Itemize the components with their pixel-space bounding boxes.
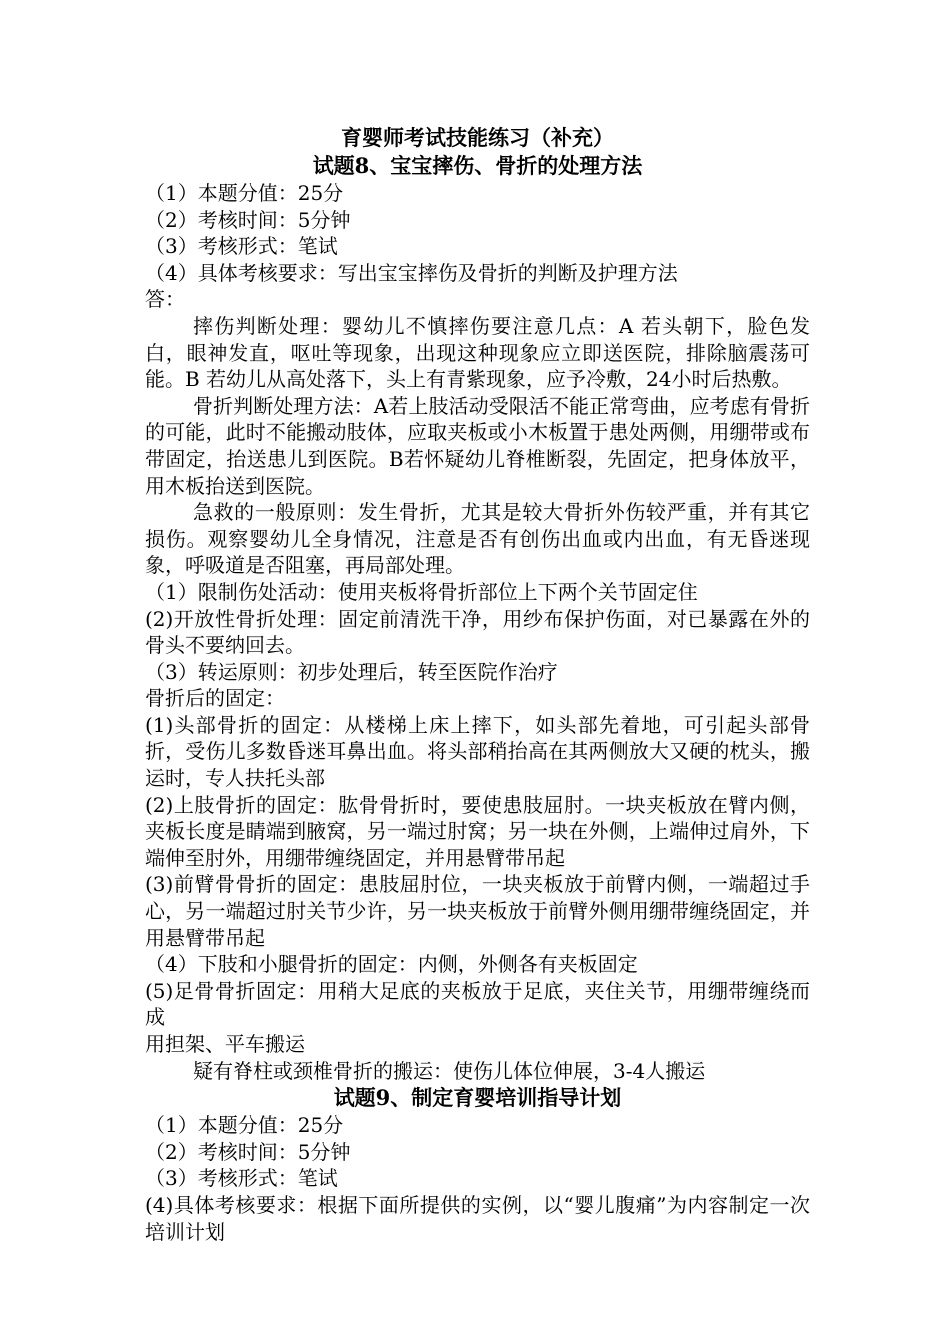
answer-label: 答： [145,287,185,312]
head-fracture-paragraph: (1)头部骨折的固定：从楼梯上床上摔下，如头部先着地，可引起头部骨折，受伤儿多数昏迷耳鼻出血。将头部稍抬高在其两侧放大又硬的枕头，搬运时，专人扶托头部 [145,712,810,791]
transfer-principle-paragraph: （3）转运原则：初步处理后，转至医院作治疗 [145,659,558,684]
document-body [145,124,810,1245]
lower-limb-fracture-paragraph: （4）下肢和小腿骨折的固定：内侧，外侧各有夹板固定 [145,952,638,977]
foot-fracture-paragraph: (5)足骨骨折固定：用稍大足底的夹板放于足底，夹住关节，用绷带缠绕而成 [145,978,810,1030]
document-title: 育婴师考试技能练习（补充） [341,125,614,150]
upper-limb-fracture-paragraph: (2)上肢骨折的固定：肱骨骨折时，要使患肢屈肘。一块夹板放在臂内侧，夹板长度是睛端到腋窝，另一端过肘窝；另一块在外侧，上端伸过肩外，下端伸至肘外，用绷带缠绕固定，并用悬臂带吊起 [145,792,810,870]
q9-item-format: （3）考核形式：笔试 [145,1166,338,1191]
q8-item-requirement: （4）具体考核要求：写出宝宝摔伤及骨折的判断及护理方法 [145,260,678,285]
stretcher-paragraph: 用担架、平车搬运 [145,1032,305,1056]
fracture-judgement-paragraph: 骨折判断处理方法：A若上肢活动受限活不能正常弯曲，应考虑有骨折的可能，此时不能搬动肢体，应取夹板或小木板置于患处两侧，用绷带或布带固定，抬送患儿到医院。B若怀疑幼儿脊椎断裂，先固定，把身体放平，用木板抬送到医院。 [145,393,810,498]
spine-transport-paragraph: 疑有脊柱或颈椎骨折的搬运：使伤儿体位伸展，3-4人搬运 [193,1058,706,1083]
q8-item-score: （1）本题分值：25分 [145,181,344,205]
forearm-fracture-paragraph: (3)前臂骨骨折的固定：患肢屈肘位，一块夹板放于前臂内侧，一端超过手心，另一端超过肘关节少许，另一块夹板放于前臂外侧用绷带缠绕固定，并用悬臂带吊起 [145,872,810,950]
limit-movement-paragraph: （1）限制伤处活动：使用夹板将骨折部位上下两个关节固定住 [145,579,698,604]
q9-item-time: （2）考核时间：5分钟 [145,1139,351,1164]
q8-item-time: （2）考核时间：5分钟 [145,207,351,232]
fixation-heading: 骨折后的固定： [145,686,285,711]
question-9-heading: 试题9、制定育婴培训指导计划 [333,1085,622,1111]
q9-item-score: （1）本题分值：25分 [145,1113,344,1138]
first-aid-principles-paragraph: 急救的一般原则：发生骨折，尤其是较大骨折外伤较严重，并有其它损伤。观察婴幼儿全身情况，注意是否有创伤出血或内出血，有无昏迷现象，呼吸道是否阻塞，再局部处理。 [145,500,810,578]
fall-injury-paragraph: 摔伤判断处理：婴幼儿不慎摔伤要注意几点：A 若头朝下，脸色发白，眼神发直，呕吐等现象，出现这种现象应立即送医院，排除脑震荡可能。B 若幼儿从高处落下，头上有青紫现象，应予冷敷，24小时后热敷。 [145,313,810,392]
q9-item-requirement: (4)具体考核要求：根据下面所提供的实例，以“婴儿腹痛”为内容制定一次培训计划 [145,1192,810,1244]
q8-item-format: （3）考核形式：笔试 [145,234,338,259]
open-fracture-paragraph: (2)开放性骨折处理：固定前清洗干净，用纱布保护伤面，对已暴露在外的骨头不要纳回去。 [145,606,810,658]
question-8-heading: 试题8、宝宝摔伤、骨折的处理方法 [312,153,643,178]
